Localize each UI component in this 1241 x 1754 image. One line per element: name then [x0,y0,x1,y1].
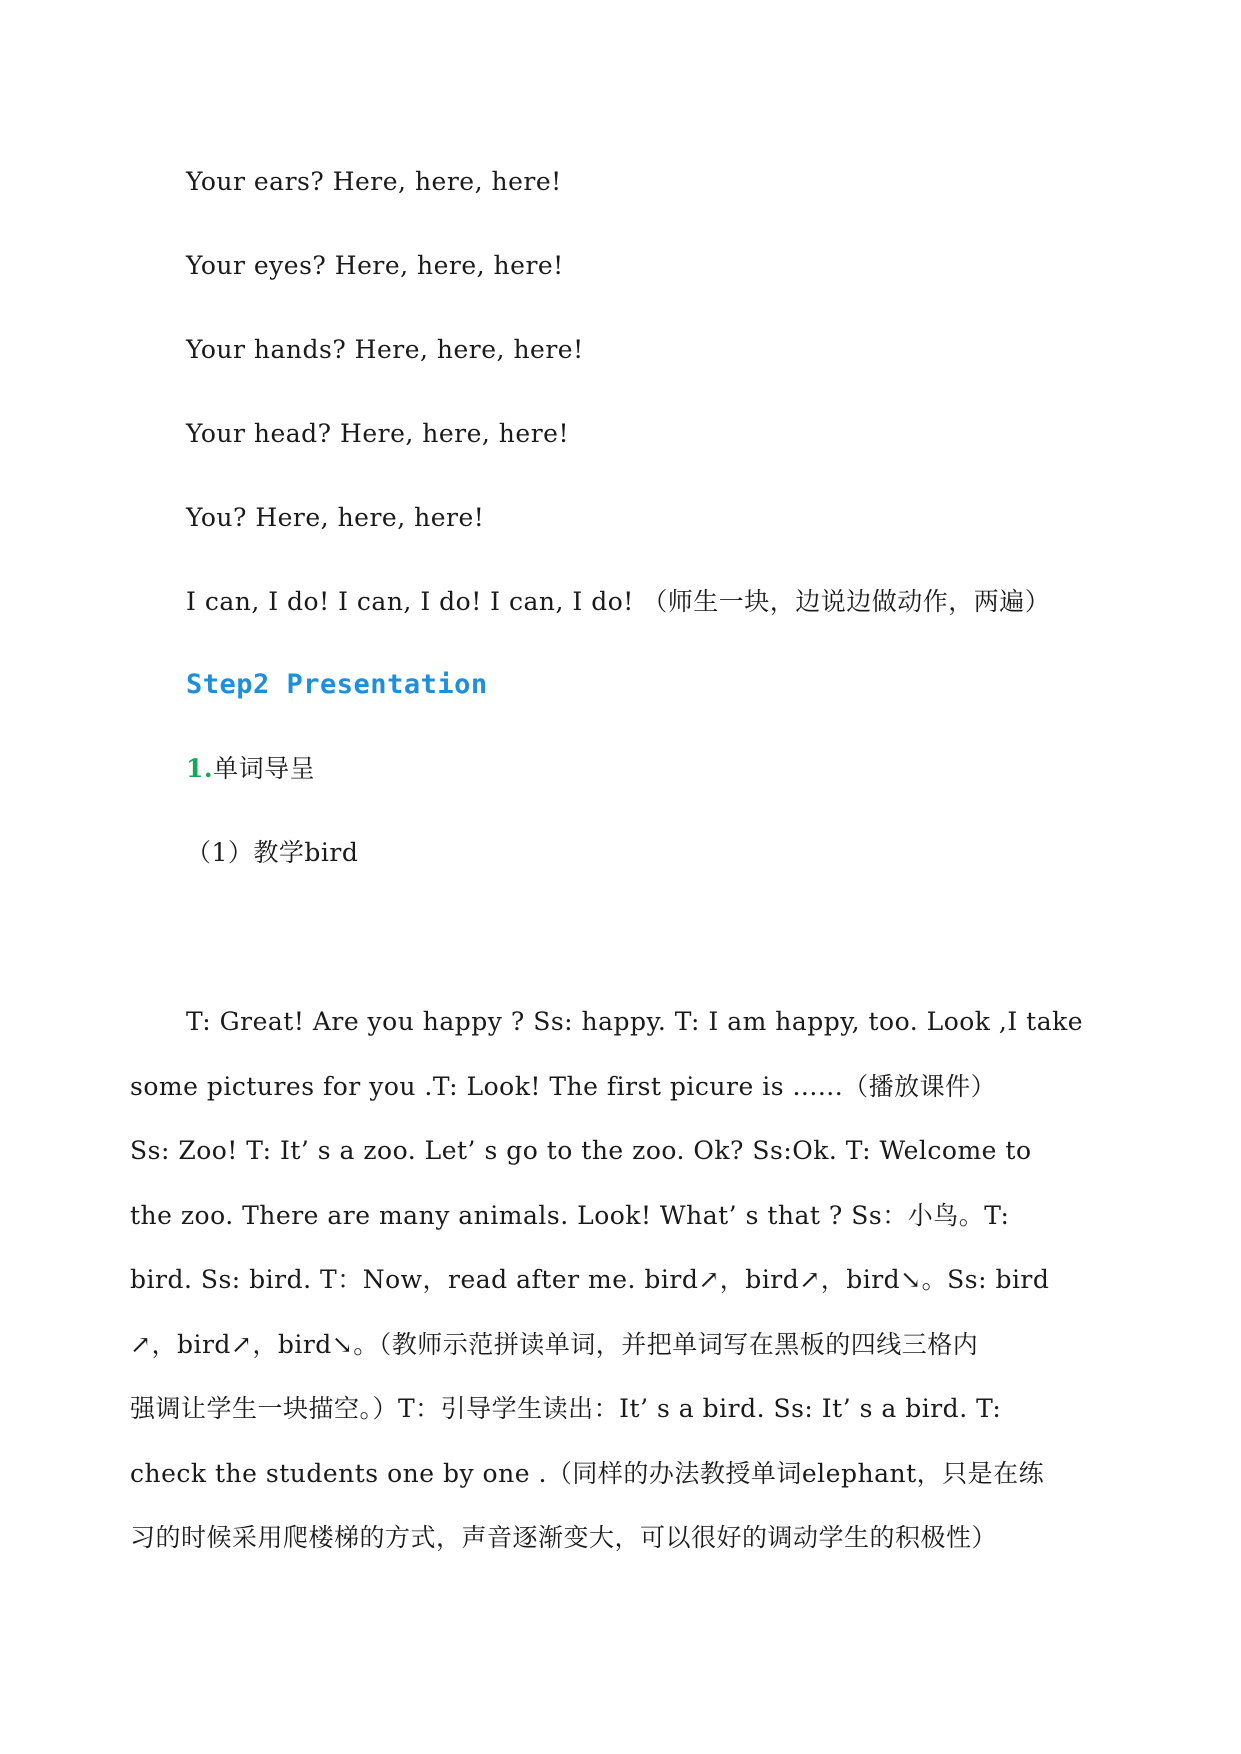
dialogue-line: bird. Ss: bird. T：Now，read after me. bird↗，bird↗，bird↘。Ss: bird [130,1265,1050,1294]
chant-line-ears: Your ears? Here, here, here! [186,167,562,196]
chant-line-head: Your head? Here, here, here! [186,419,569,448]
dialogue-line: the zoo. There are many animals. Look! What’ s that ? Ss：小鸟。T: [130,1200,1010,1230]
dialogue-line: ↗，bird↗，bird↘。（教师示范拼读单词，并把单词写在黑板的四线三格内 [130,1329,979,1359]
item-number: 1. [186,754,214,783]
dialogue-line: T: Great! Are you happy ? Ss: happy. T: I am happy, too. Look ,I take [186,1007,1084,1036]
dialogue-line: 强调让学生一块描空。）T：引导学生读出：It’ s a bird. Ss: It’ s a bird. T: [130,1394,1002,1423]
dialogue-line: Ss: Zoo! T: It’ s a zoo. Let’ s go to the zoo. Ok? Ss:Ok. T: Welcome to [130,1136,1032,1165]
dialogue-line: some pictures for you .T: Look! The first picure is ......（播放课件） [130,1071,997,1101]
item-text: 单词导呈 [213,754,316,783]
dialogue-paragraph [130,1006,1170,1587]
section-item [186,753,315,785]
dialogue-line: check the students one by one .（同样的办法教授单词elephant，只是在练 [130,1458,1045,1488]
sub-item-heading: （1）教学bird [186,838,359,867]
section-heading: Step2 Presentation [186,669,488,700]
chant-line-you: You? Here, here, here! [186,503,485,532]
chant-line-hands: Your hands? Here, here, here! [186,335,584,364]
chant-line-eyes: Your eyes? Here, here, here! [186,251,564,280]
chant-line-ican: I can, I do! I can, I do! I can, I do! （师生一块，边说边做动作，两遍） [186,587,1051,616]
dialogue-line: 习的时候采用爬楼梯的方式，声音逐渐变大，可以很好的调动学生的积极性） [130,1523,998,1552]
